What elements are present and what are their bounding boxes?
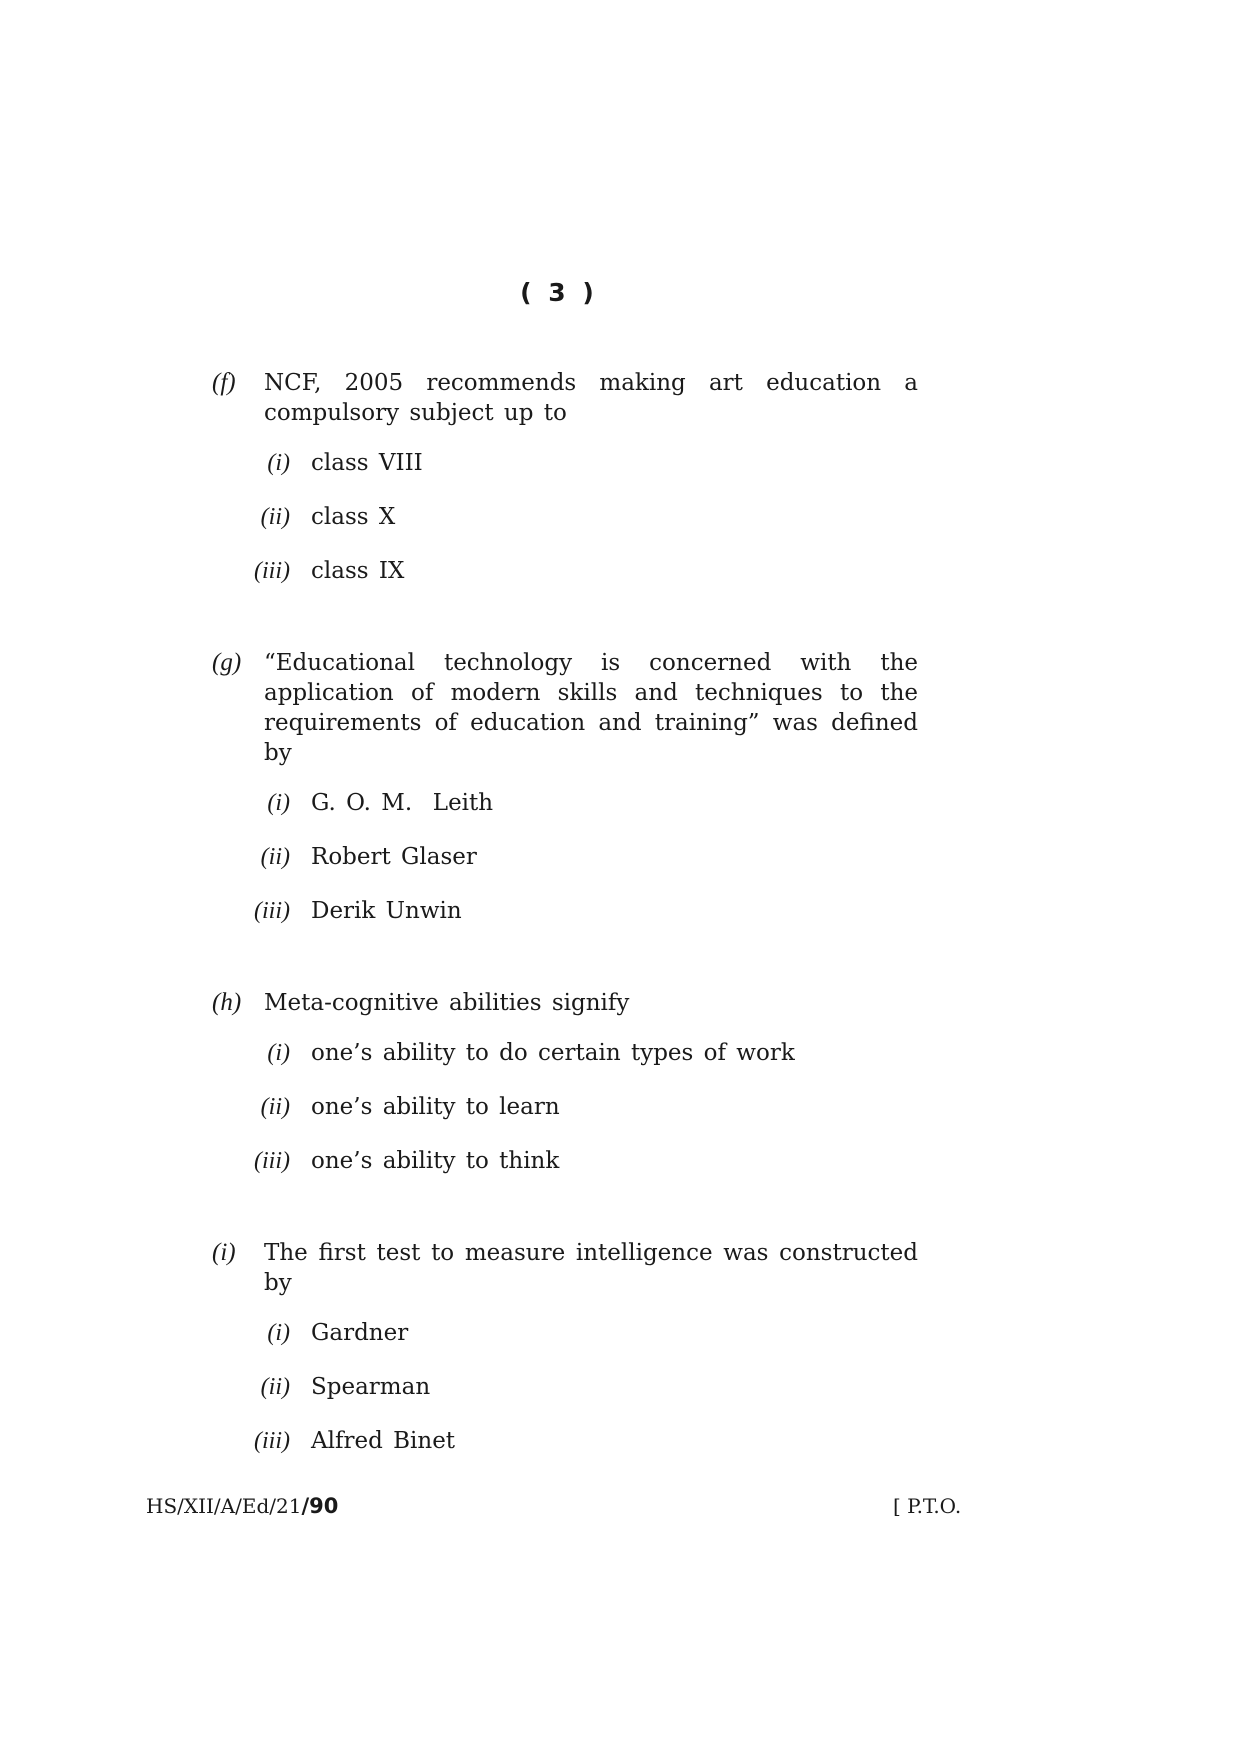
option-marker: (i) xyxy=(267,1040,290,1066)
pto-label: [ P.T.O. xyxy=(893,1494,962,1518)
question-i xyxy=(212,1238,918,1480)
option-text: class IX xyxy=(311,558,405,584)
option-item xyxy=(212,502,918,532)
option-list xyxy=(212,1318,918,1456)
option-item xyxy=(212,556,918,586)
question-marker: (g) xyxy=(212,649,242,676)
option-text: Spearman xyxy=(311,1374,431,1400)
option-marker: (ii) xyxy=(260,844,290,870)
option-list xyxy=(212,788,918,926)
option-item xyxy=(212,1092,918,1122)
option-item xyxy=(212,1318,918,1348)
option-text: Robert Glaser xyxy=(311,844,477,870)
option-item xyxy=(212,896,918,926)
option-marker: (i) xyxy=(267,450,290,476)
option-item xyxy=(212,1372,918,1402)
option-item xyxy=(212,1146,918,1176)
option-item xyxy=(212,788,918,818)
option-text: class VIII xyxy=(311,450,423,476)
option-text: G. O. M. Leith xyxy=(311,790,494,816)
option-item xyxy=(212,448,918,478)
option-marker: (iii) xyxy=(254,1148,290,1174)
question-marker: (f) xyxy=(212,369,236,396)
question-text: NCF, 2005 recommends making art education a compulsory subject up to xyxy=(264,370,918,426)
question-text: Meta-cognitive abilities signify xyxy=(264,990,630,1016)
paper-code xyxy=(146,1494,338,1518)
question-marker: (h) xyxy=(212,989,242,1016)
option-marker: (i) xyxy=(267,1320,290,1346)
question-f xyxy=(212,368,918,610)
option-item xyxy=(212,1426,918,1456)
option-item xyxy=(212,1038,918,1068)
option-text: class X xyxy=(311,504,396,530)
page-number: ( 3 ) xyxy=(520,278,598,307)
option-text: Gardner xyxy=(311,1320,409,1346)
option-marker: (ii) xyxy=(260,504,290,530)
option-marker: (iii) xyxy=(254,558,290,584)
option-marker: (ii) xyxy=(260,1094,290,1120)
question-text: “Educational technology is concerned with the application of modern skills and techniques to the requirements of education and training” was defined by xyxy=(264,650,918,766)
question-text: The first test to measure intelligence was constructed by xyxy=(264,1240,918,1296)
question-marker: (i) xyxy=(212,1239,236,1266)
question-g xyxy=(212,648,918,950)
paper-code-suffix: /90 xyxy=(301,1494,339,1518)
option-marker: (iii) xyxy=(254,1428,290,1454)
option-marker: (iii) xyxy=(254,898,290,924)
option-marker: (ii) xyxy=(260,1374,290,1400)
question-h xyxy=(212,988,918,1200)
option-text: Alfred Binet xyxy=(311,1428,456,1454)
option-item xyxy=(212,842,918,872)
paper-code-prefix: HS/XII/A/Ed/21 xyxy=(146,1494,302,1518)
option-text: Derik Unwin xyxy=(311,898,462,924)
option-list xyxy=(212,1038,918,1176)
option-text: one’s ability to think xyxy=(311,1148,560,1174)
option-text: one’s ability to do certain types of work xyxy=(311,1040,795,1066)
option-marker: (i) xyxy=(267,790,290,816)
option-text: one’s ability to learn xyxy=(311,1094,560,1120)
option-list xyxy=(212,448,918,586)
